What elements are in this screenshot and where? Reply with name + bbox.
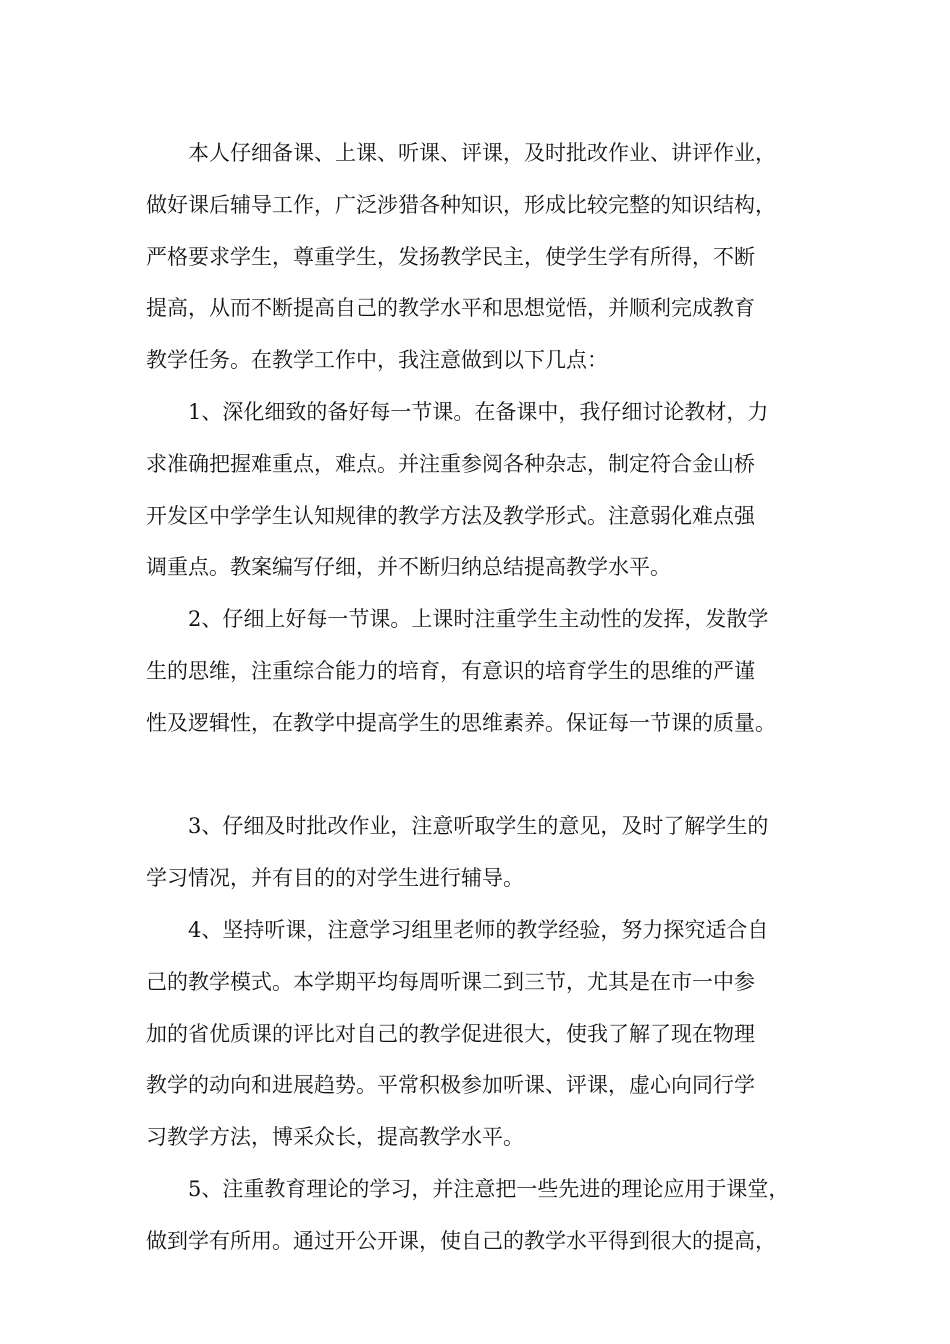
paragraph-line: 求准确把握难重点，难点。并注重参阅各种杂志，制定符合金山桥 bbox=[146, 451, 755, 476]
paragraph-line: 做好课后辅导工作，广泛涉猎各种知识，形成比较完整的知识结构， bbox=[146, 192, 776, 217]
paragraph-point-1 bbox=[146, 387, 826, 594]
document-body bbox=[146, 128, 826, 1268]
paragraph-point-5 bbox=[146, 1164, 826, 1268]
paragraph-line: 生的思维，注重综合能力的培育，有意识的培育学生的思维的严谨 bbox=[146, 658, 755, 683]
paragraph-line: 习教学方法，博采众长，提高教学水平。 bbox=[146, 1125, 524, 1150]
paragraph-line: 己的教学模式。本学期平均每周听课二到三节，尤其是在市一中参 bbox=[146, 969, 755, 994]
paragraph-line: 1、深化细致的备好每一节课。在备课中，我仔细讨论教材，力 bbox=[188, 399, 769, 424]
paragraph-line: 严格要求学生，尊重学生，发扬教学民主，使学生学有所得，不断 bbox=[146, 244, 755, 269]
paragraph-line: 加的省优质课的评比对自己的教学促进很大，使我了解了现在物理 bbox=[146, 1021, 755, 1046]
paragraph-intro bbox=[146, 128, 826, 387]
paragraph-line: 学习情况，并有目的的对学生进行辅导。 bbox=[146, 866, 524, 891]
paragraph-line: 本人仔细备课、上课、听课、评课，及时批改作业、讲评作业， bbox=[188, 141, 776, 165]
paragraph-line: 教学的动向和进展趋势。平常积极参加听课、评课，虚心向同行学 bbox=[146, 1073, 755, 1098]
paragraph-line: 提高，从而不断提高自己的教学水平和思想觉悟，并顺利完成教育 bbox=[146, 296, 755, 321]
paragraph-point-3 bbox=[146, 801, 826, 905]
paragraph-line: 4、坚持听课，注意学习组里老师的教学经验，努力探究适合自 bbox=[188, 917, 769, 942]
paragraph-point-2 bbox=[146, 594, 826, 749]
paragraph-line: 5、注重教育理论的学习，并注意把一些先进的理论应用于课堂， bbox=[188, 1176, 790, 1201]
paragraph-line: 3、仔细及时批改作业，注意听取学生的意见，及时了解学生的 bbox=[188, 814, 769, 839]
paragraph-line: 调重点。教案编写仔细，并不断归纳总结提高教学水平。 bbox=[146, 555, 671, 580]
paragraph-line: 开发区中学学生认知规律的教学方法及教学形式。注意弱化难点强 bbox=[146, 503, 755, 528]
paragraph-line: 性及逻辑性，在教学中提高学生的思维素养。保证每一节课的质量。 bbox=[146, 710, 776, 735]
paragraph-line: 做到学有所用。通过开公开课，使自己的教学水平得到很大的提高， bbox=[146, 1228, 776, 1253]
paragraph-point-4 bbox=[146, 905, 826, 1164]
paragraph-line: 2、仔细上好每一节课。上课时注重学生主动性的发挥，发散学 bbox=[188, 607, 769, 632]
paragraph-gap bbox=[146, 750, 826, 802]
paragraph-line: 教学任务。在教学工作中，我注意做到以下几点： bbox=[146, 348, 608, 373]
